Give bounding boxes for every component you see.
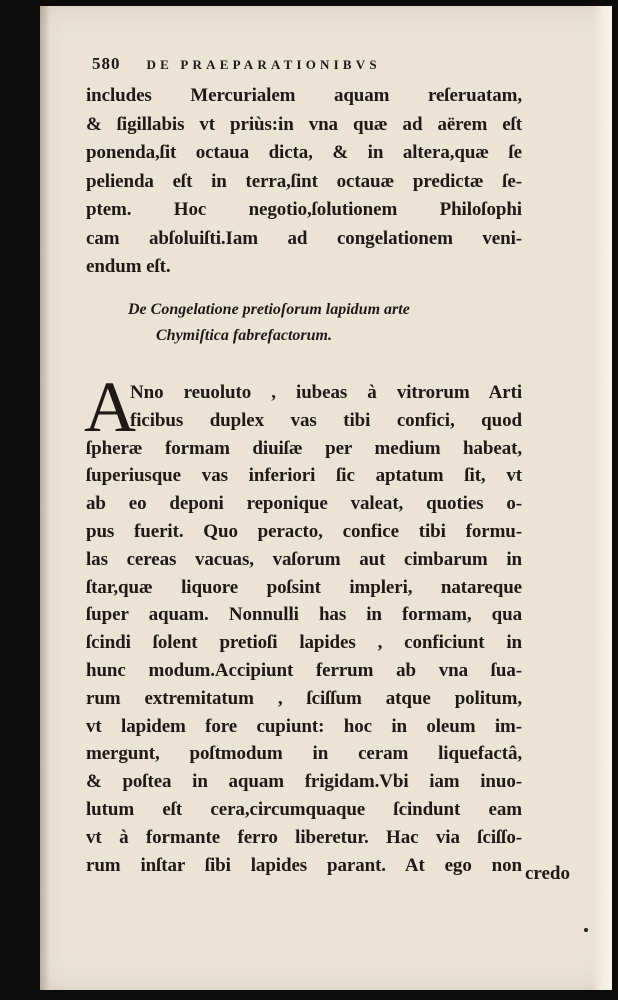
text-line: ſtar,quæ liquore poſsint impleri, natareque (86, 576, 522, 598)
heading-line: De Congelatione pretioſorum lapidum arte (128, 301, 410, 318)
page-number: 580 (92, 54, 121, 73)
section-heading (0, 297, 572, 349)
text-line: vt à formante ferro liberetur. Hac via ſciſſo- (86, 826, 522, 848)
page-edge (592, 6, 612, 990)
text-line: Nno reuoluto , iubeas à vitrorum Arti (130, 382, 522, 403)
text-line: pus fuerit. Quo peracto, confice tibi formu- (86, 520, 522, 542)
text-line: rum inſtar ſibi lapides parant. At ego non (86, 854, 522, 876)
text-line: ponenda,ſit octaua dicta, & in altera,quæ ſe (86, 142, 522, 163)
text-line: endum eſt. (86, 256, 171, 277)
text-line: cam abſoluiſti.Iam ad congelationem veni- (86, 227, 522, 249)
text-line: las cereas vacuas, vaſorum aut cimbarum in (86, 548, 522, 570)
text-line: includes Mercurialem aquam reſeruatam, (86, 85, 522, 106)
text-line: hunc modum.Accipiunt ferrum ab vna ſua- (86, 659, 522, 681)
page-header (92, 54, 381, 74)
heading-line: Chymiſtica fabrefactorum. (156, 327, 332, 344)
paragraph-1 (86, 82, 522, 282)
text-line: mergunt, poſtmodum in ceram liquefactâ, (86, 743, 522, 765)
text-line: ptem. Hoc negotio,ſolutionem Philoſophi (86, 199, 522, 220)
text-line: vt lapidem fore cupiunt: hoc in oleum im- (86, 715, 522, 737)
drop-cap: A (84, 367, 136, 447)
ink-speck (584, 928, 588, 932)
text-line: ſuper aquam. Nonnulli has in formam, qua (86, 604, 522, 626)
text-line: ſpheræ formam diuiſæ per medium habeat, (86, 437, 522, 459)
text-line: ab eo deponi reponique valeat, quoties o- (86, 493, 522, 515)
text-line: rum extremitatum , ſciſſum atque politum, (86, 687, 522, 709)
text-line: ſcindi ſolent pretioſi lapides , conficiunt in (86, 632, 522, 654)
text-line: ſuperiusque vas inferiori ſic aptatum ſit, vt (86, 465, 522, 487)
text-line: & poſtea in aquam frigidam.Vbi iam inuo- (86, 771, 522, 793)
text-line: lutum eſt cera,circumquaque ſcindunt eam (86, 798, 522, 820)
catchword: credo (524, 863, 570, 884)
text-line: & ſigillabis vt priùs:in vna quæ ad aërem eſt (86, 113, 522, 135)
text-line: pelienda eſt in terra,ſint octauæ predictæ ſe- (86, 170, 522, 192)
paragraph-2 (86, 379, 522, 879)
text-line: ficibus duplex vas tibi confici, quod (130, 409, 522, 431)
running-head: DE PRAEPARATIONIBVS (146, 57, 381, 72)
